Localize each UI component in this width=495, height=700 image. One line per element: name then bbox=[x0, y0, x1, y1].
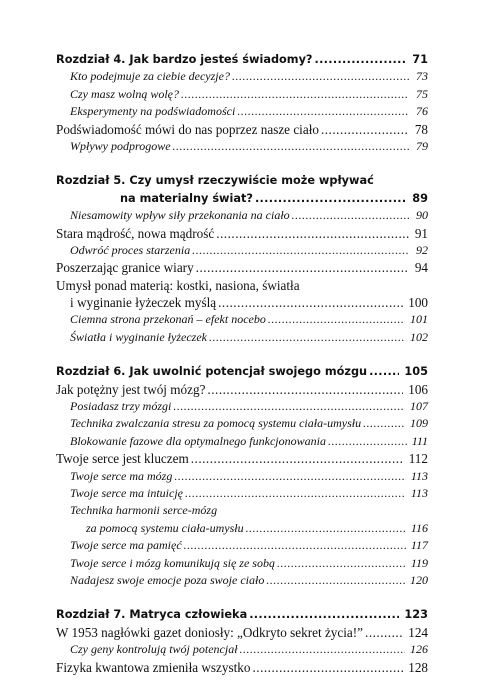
entry-page: 75 bbox=[416, 86, 428, 101]
dot-leader bbox=[328, 433, 407, 450]
chapter-5-title-cont: na materialny świat? bbox=[120, 191, 253, 205]
entry-title: Fizyka kwantowa zmieniła wszystko bbox=[56, 659, 251, 675]
entry-page: 120 bbox=[410, 572, 428, 587]
dot-leader bbox=[240, 641, 405, 658]
entry-page: 79 bbox=[416, 138, 428, 153]
dot-leader bbox=[314, 51, 407, 68]
entry-page: 76 bbox=[416, 104, 428, 119]
entry-page: 78 bbox=[414, 121, 428, 137]
toc-entry bbox=[56, 537, 428, 554]
toc-entry-line1 bbox=[56, 502, 428, 519]
dot-leader bbox=[249, 606, 399, 623]
chapter-4-heading bbox=[56, 51, 428, 68]
entry-page: 116 bbox=[410, 520, 428, 535]
entry-title: Twoje serce jest kluczem bbox=[56, 451, 189, 467]
table-of-contents bbox=[56, 51, 428, 693]
chapter-5-section bbox=[56, 172, 428, 346]
toc-entry bbox=[56, 259, 428, 276]
entry-page: 113 bbox=[410, 468, 428, 483]
toc-entry-line1 bbox=[56, 277, 428, 294]
chapter-7-heading bbox=[56, 606, 428, 623]
dot-leader bbox=[266, 572, 405, 589]
chapter-4-title: Rozdział 4. Jak bardzo jesteś świadomy? bbox=[56, 53, 313, 66]
dot-leader bbox=[252, 659, 403, 676]
dot-leader bbox=[174, 468, 406, 485]
chapter-7-title: Rozdział 7. Matryca człowieka bbox=[56, 608, 248, 622]
toc-entry bbox=[56, 311, 428, 328]
entry-title: Twoje serce ma intuicję bbox=[70, 485, 183, 500]
entry-title: Blokowanie fazowe dla optymalnego funkcjonowania bbox=[70, 433, 326, 448]
entry-title: Niesamowity wpływ siły przekonania na ciało bbox=[70, 208, 290, 223]
dot-leader bbox=[268, 311, 405, 328]
toc-entry bbox=[56, 572, 428, 589]
dot-leader bbox=[277, 555, 406, 572]
entry-title: Kto podejmuje za ciebie decyzje? bbox=[70, 69, 230, 84]
chapter-6-section bbox=[56, 363, 428, 589]
dot-leader bbox=[173, 398, 405, 415]
entry-title: Odwróć proces starzenia bbox=[70, 242, 191, 257]
toc-entry bbox=[56, 468, 428, 485]
toc-entry bbox=[56, 485, 428, 502]
dot-leader bbox=[207, 381, 403, 398]
dot-leader bbox=[255, 190, 407, 207]
chapter-6-heading bbox=[56, 363, 428, 380]
entry-title: Nadajesz swoje emocje poza swoje ciało bbox=[70, 572, 265, 587]
toc-entry bbox=[56, 242, 428, 259]
toc-entry bbox=[56, 225, 428, 242]
dot-leader bbox=[196, 259, 409, 276]
dot-leader bbox=[173, 138, 409, 155]
entry-title-cont: i wyginanie łyżeczek myślą bbox=[70, 295, 217, 311]
entry-title: W 1953 nagłówki gazet doniosły: „Odkryto sekret życia!” bbox=[56, 624, 364, 640]
toc-entry bbox=[56, 659, 428, 676]
toc-entry bbox=[56, 641, 428, 658]
toc-entry bbox=[56, 624, 428, 641]
dot-leader bbox=[218, 294, 403, 311]
entry-title: Technika harmonii serce-mózg bbox=[70, 503, 218, 518]
dot-leader bbox=[181, 86, 409, 103]
entry-title: Technika zwalczania stresu za pomocą systemu ciała-umysłu bbox=[70, 416, 362, 431]
entry-page: 94 bbox=[414, 260, 428, 276]
toc-entry bbox=[56, 86, 428, 103]
dot-leader bbox=[292, 207, 409, 224]
dot-leader bbox=[191, 450, 404, 467]
entry-page: 92 bbox=[416, 242, 428, 257]
toc-entry bbox=[56, 450, 428, 467]
entry-title: Umysł ponad materią: kostki, nasiona, światła bbox=[56, 277, 300, 293]
entry-page: 107 bbox=[410, 399, 428, 414]
entry-title: Posiadasz trzy mózgi bbox=[70, 399, 172, 414]
dot-leader bbox=[209, 329, 405, 346]
toc-entry bbox=[56, 103, 428, 120]
chapter-7-page: 123 bbox=[404, 608, 428, 622]
chapter-4-page: 71 bbox=[412, 53, 428, 66]
dot-leader bbox=[232, 68, 409, 85]
entry-page: 128 bbox=[408, 659, 428, 675]
toc-entry bbox=[56, 398, 428, 415]
entry-page: 90 bbox=[416, 208, 428, 223]
entry-page: 111 bbox=[411, 433, 428, 448]
entry-title: Twoje serce ma pamięć bbox=[70, 538, 182, 553]
entry-page: 113 bbox=[410, 485, 428, 500]
entry-page: 119 bbox=[410, 555, 428, 570]
entry-title-cont: za pomocą systemu ciała-umysłu bbox=[86, 520, 244, 535]
entry-page: 124 bbox=[408, 624, 428, 640]
entry-title: Jak potężny jest twój mózg? bbox=[56, 381, 206, 397]
toc-entry bbox=[56, 433, 428, 450]
toc-entry bbox=[56, 68, 428, 85]
dot-leader bbox=[246, 520, 406, 537]
toc-entry bbox=[56, 329, 428, 346]
entry-page: 101 bbox=[410, 312, 428, 327]
chapter-6-title: Rozdział 6. Jak uwolnić potencjał swojego mózgu bbox=[56, 365, 368, 379]
toc-entry-line2 bbox=[56, 520, 428, 537]
entry-title: Twoje serce ma mózg bbox=[70, 468, 173, 483]
entry-page: 117 bbox=[410, 538, 428, 553]
entry-title: Światła i wyginanie łyżeczek bbox=[70, 329, 207, 344]
entry-page: 102 bbox=[410, 329, 428, 344]
chapter-5-title: Rozdział 5. Czy umysł rzeczywiście może wpływać bbox=[56, 174, 374, 188]
toc-entry bbox=[56, 121, 428, 138]
entry-title: Czy masz wolną wolę? bbox=[70, 86, 180, 101]
entry-page: 126 bbox=[410, 642, 428, 657]
chapter-6-page: 105 bbox=[404, 365, 428, 379]
toc-entry-line2 bbox=[56, 294, 428, 311]
toc-entry bbox=[56, 415, 428, 432]
toc-entry bbox=[56, 381, 428, 398]
entry-title: Stara mądrość, nowa mądrość bbox=[56, 225, 215, 241]
entry-title: Podświadomość mówi do nas poprzez nasze ciało bbox=[56, 121, 319, 137]
entry-title: Eksperymenty na podświadomości bbox=[70, 104, 236, 119]
dot-leader bbox=[369, 363, 399, 380]
entry-title: Twoje serce i mózg komunikują się ze sobą bbox=[70, 555, 275, 570]
dot-leader bbox=[365, 624, 403, 641]
entry-title: Poszerzając granice wiary bbox=[56, 260, 194, 276]
entry-page: 100 bbox=[408, 295, 428, 311]
entry-title: Czy geny kontrolują twój potencjał bbox=[70, 642, 238, 657]
entry-page: 106 bbox=[408, 381, 428, 397]
chapter-7-section bbox=[56, 606, 428, 676]
dot-leader bbox=[321, 121, 409, 138]
entry-page: 73 bbox=[416, 69, 428, 84]
toc-entry bbox=[56, 555, 428, 572]
dot-leader bbox=[237, 103, 409, 120]
dot-leader bbox=[216, 225, 409, 242]
dot-leader bbox=[192, 242, 409, 259]
entry-title: Wpływy podprogowe bbox=[70, 138, 171, 153]
entry-page: 109 bbox=[410, 416, 428, 431]
chapter-5-heading-line2 bbox=[56, 190, 428, 207]
chapter-5-page: 89 bbox=[412, 191, 428, 205]
dot-leader bbox=[363, 415, 405, 432]
dot-leader bbox=[185, 485, 406, 502]
chapter-4-section bbox=[56, 51, 428, 155]
entry-title: Ciemna strona przekonań – efekt nocebo bbox=[70, 312, 266, 327]
chapter-5-heading-line1 bbox=[56, 172, 428, 189]
entry-page: 112 bbox=[408, 451, 428, 467]
dot-leader bbox=[184, 537, 406, 554]
toc-entry bbox=[56, 138, 428, 155]
entry-page: 91 bbox=[414, 225, 428, 241]
toc-entry bbox=[56, 207, 428, 224]
